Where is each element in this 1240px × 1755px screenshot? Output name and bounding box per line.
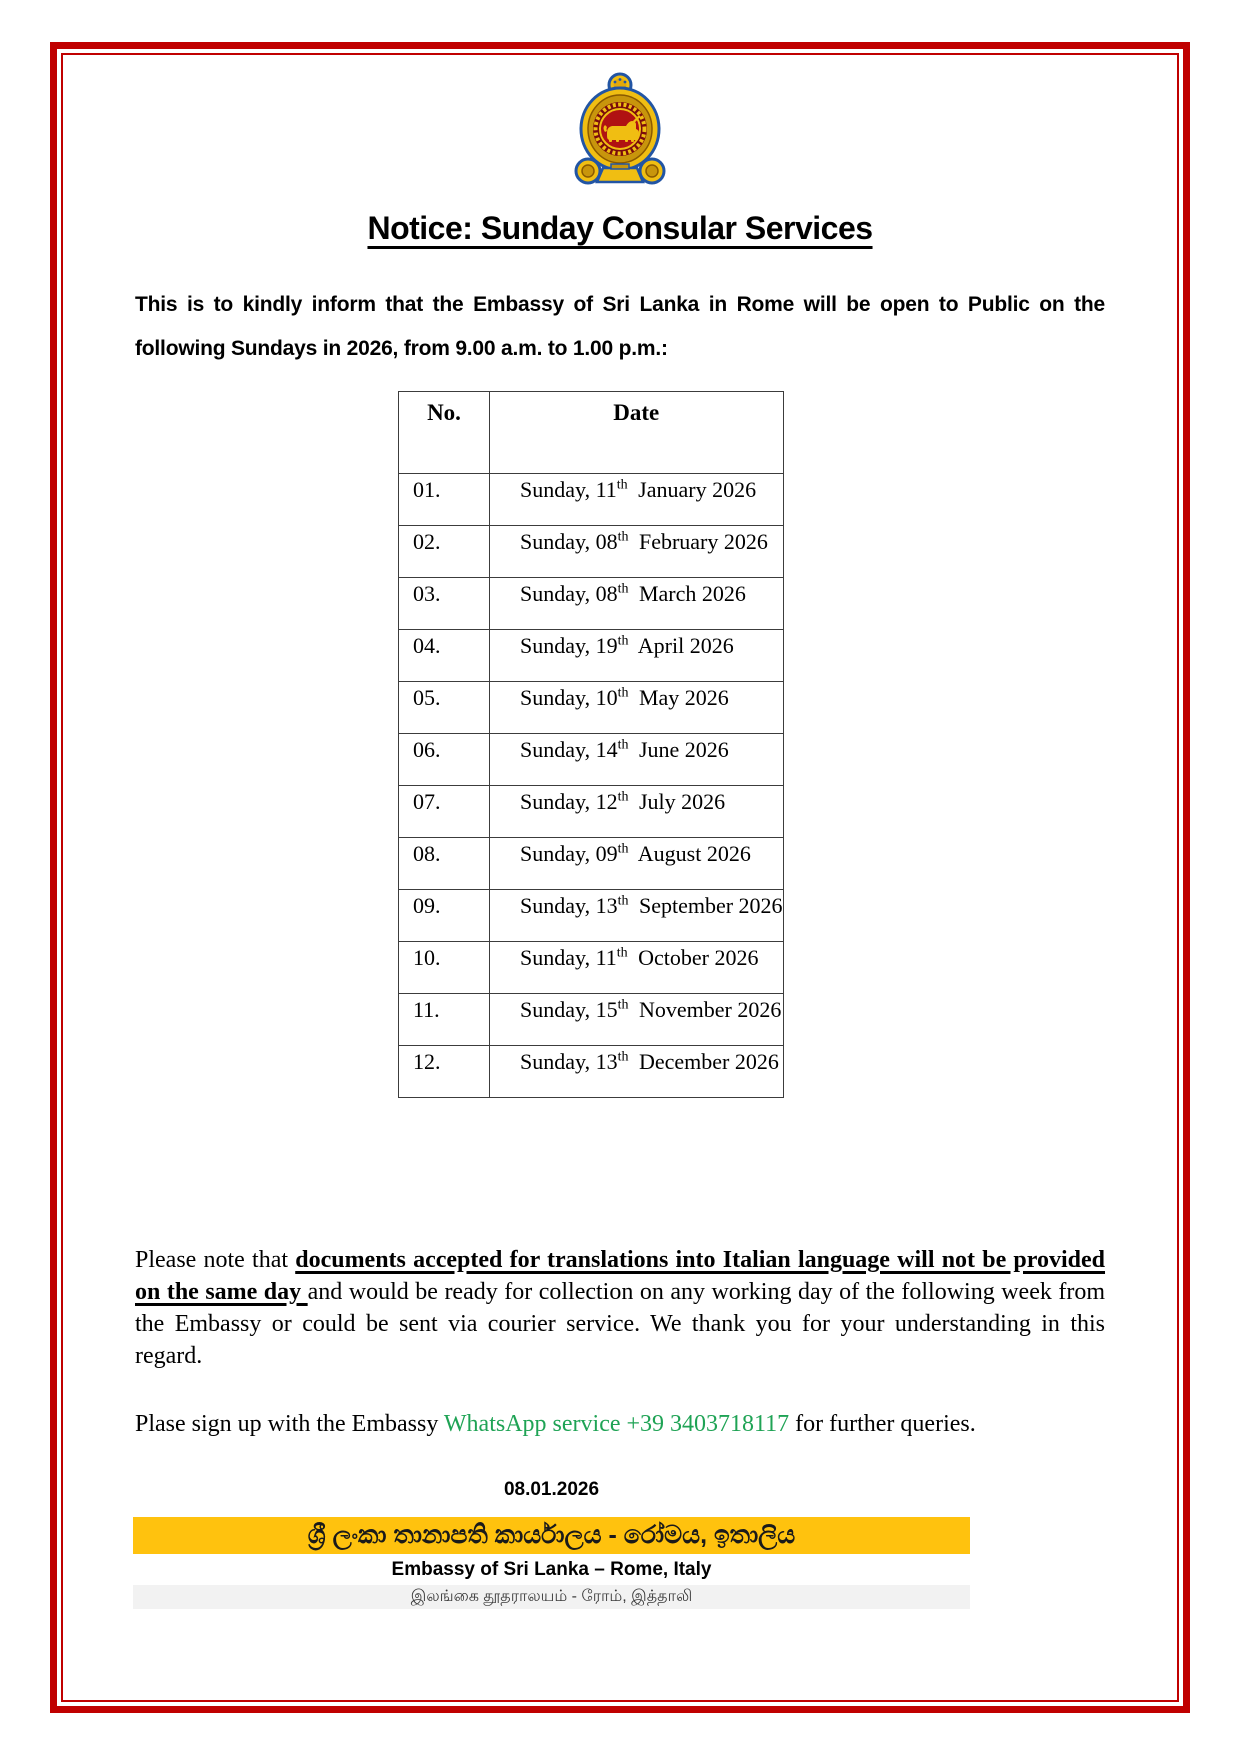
row-number: 10. [399, 942, 490, 994]
sunday-schedule-table [398, 391, 784, 1098]
row-date: Sunday, 13th September 2026 [490, 890, 784, 942]
schedule-table-wrap [398, 391, 1240, 1098]
note-rest: and would be ready for collection on any working day of the following week from the Embassy or could be sent via courier service. We thank you for your understanding in this regard. [135, 1279, 1106, 1369]
column-header-date: Date [490, 392, 784, 474]
table-row [399, 474, 784, 526]
intro-paragraph: This is to kindly inform that the Embassy of Sri Lanka in Rome will be open to Public on the following Sundays in 2026, from 9.00 a.m. to 1.00 p.m.: [135, 293, 1105, 360]
row-number: 03. [399, 578, 490, 630]
translation-note-paragraph [135, 1244, 1105, 1372]
row-date: Sunday, 19th April 2026 [490, 630, 784, 682]
notice-date: 08.01.2026 [503, 1479, 600, 1500]
row-date: Sunday, 15th November 2026 [490, 994, 784, 1046]
table-row [399, 1046, 784, 1098]
whatsapp-service-number: WhatsApp service +39 3403718117 [443, 1411, 790, 1437]
table-row [399, 786, 784, 838]
table-header-row [399, 392, 784, 474]
row-date: Sunday, 11th January 2026 [490, 474, 784, 526]
row-number: 08. [399, 838, 490, 890]
column-header-no: No. [399, 392, 490, 474]
table-row [399, 994, 784, 1046]
row-date: Sunday, 08th February 2026 [490, 526, 784, 578]
table-row [399, 890, 784, 942]
row-number: 07. [399, 786, 490, 838]
whatsapp-paragraph [135, 1408, 1085, 1441]
row-number: 05. [399, 682, 490, 734]
sinhala-embassy-banner: ශ්‍රී ලංකා තානාපති කාර්යාලය - රෝමය, ඉතාලිය [133, 1517, 970, 1554]
row-date: Sunday, 12th July 2026 [490, 786, 784, 838]
whatsapp-lead: Plase sign up with the Embassy [135, 1411, 444, 1437]
row-number: 09. [399, 890, 490, 942]
row-date: Sunday, 11th October 2026 [490, 942, 784, 994]
row-number: 11. [399, 994, 490, 1046]
row-number: 02. [399, 526, 490, 578]
row-date: Sunday, 14th June 2026 [490, 734, 784, 786]
row-number: 12. [399, 1046, 490, 1098]
note-emphasis: documents accepted for translations into Italian language will not be provided on the same day [135, 1247, 1106, 1305]
row-date: Sunday, 13th December 2026 [490, 1046, 784, 1098]
page-title: Notice: Sunday Consular Services [367, 210, 873, 246]
footer-block [133, 1479, 970, 1609]
table-row [399, 942, 784, 994]
whatsapp-rest: for further queries. [789, 1411, 976, 1437]
table-row [399, 630, 784, 682]
table-row [399, 682, 784, 734]
table-row [399, 578, 784, 630]
note-lead: Please note that [135, 1247, 296, 1273]
embassy-name-line: Embassy of Sri Lanka – Rome, Italy [391, 1559, 712, 1580]
row-number: 06. [399, 734, 490, 786]
sri-lanka-national-emblem-icon [567, 72, 673, 189]
row-date: Sunday, 08th March 2026 [490, 578, 784, 630]
table-row [399, 526, 784, 578]
row-number: 04. [399, 630, 490, 682]
table-row [399, 838, 784, 890]
row-date: Sunday, 10th May 2026 [490, 682, 784, 734]
table-row [399, 734, 784, 786]
tamil-embassy-banner: இலங்கை தூதராலயம் - ரோம், இத்தாலி [133, 1585, 970, 1609]
row-date: Sunday, 09th August 2026 [490, 838, 784, 890]
row-number: 01. [399, 474, 490, 526]
